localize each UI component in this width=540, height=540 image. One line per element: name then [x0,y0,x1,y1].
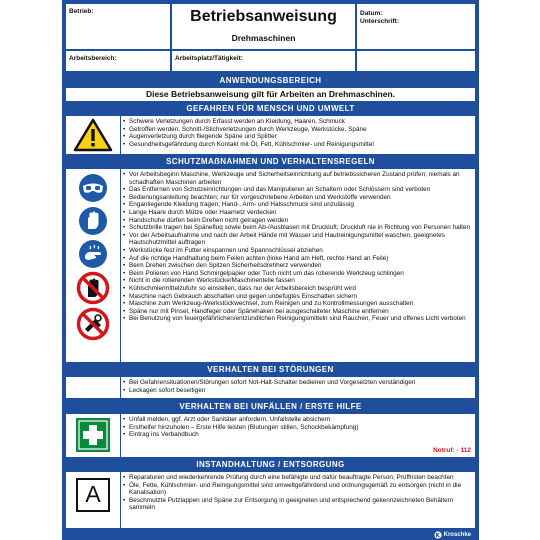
stoerungen-icon-column [66,377,120,398]
brand-logo [434,530,471,539]
list-item: • Bei Gefahrensituationen/Störungen sofort Not-Halt-Schalter bedienen und Vorgesetzten verständigen [123,379,473,387]
unterschrift-label: Unterschrift: [360,18,400,25]
list-item: • Öle, Fette, Kühlschmier- und Reinigungsmittel sind umweltgefährdend und ordnungsgemäß zu entsorgen (nicht in die Kanalisation) [123,482,473,497]
divider [120,169,121,362]
anwendung-text: Diese Betriebsanweisung gilt für Arbeiten an Drehmaschinen. [145,89,396,99]
list-item: • Kühlschmiermittelzufuhr so einstellen, dass nur der Arbeitsbereich besprüht wird [123,285,473,293]
instandhaltung-icon-column [66,472,120,528]
list-item: • Ersthelfer hinzuholen – Erste Hilfe leisten (Blutungen stillen, Schockbekämpfung) [123,424,473,432]
schutz-icon-column [66,169,120,362]
safety-goggles-icon [78,173,108,203]
list-item: • Lange Haare durch Mütze oder Haarnetz verdecken [123,209,473,217]
list-item: • Schwere Verletzungen durch Erfasst werden an Kleidung, Haaren, Schmuck [123,118,473,126]
list-item: • Späne nur mit Pinsel, Handfeger oder Spänehaken bei ausgeschalteter Maschine entfernen [123,308,473,316]
list-item: • Leckagen sofort beseitigen [123,387,473,395]
list-item: • Bei Benutzung von feuergefährlichen/entzündlichen Reinigungsmitteln sind Rauchen, Feuer und offenes Licht verboten [123,315,473,323]
unfaelle-icon-column [66,414,120,457]
waste-sign-a-icon [76,478,110,512]
list-item: • Schutzbrille tragen bei Spänefluq sowie beim Ab-/Ausblasen mit Druckluft; Druckluft nie in Richtung von Personen halten [123,224,473,232]
list-item: • Handschuhe dürfen beim Drehen nicht getragen werden [123,217,473,225]
anwendung-box [66,88,475,101]
instandhaltung-list [123,474,473,527]
list-item: • Augenverletzung durch fliegende Späne und Splitter [123,133,473,141]
list-item: • Reparaturen und wiederkehrende Prüfung durch eine befähigte und dafür beauftragte Person; Prüffristen beachten [123,474,473,482]
brand-name: Kroschke [443,531,471,538]
gefahren-icon-column [66,116,120,154]
notruf-label: Notruf: - 112 [433,447,471,454]
hand-protection-icon [78,206,108,236]
list-item: • Vor der Arbeitsaufnahme und nach der Arbeit Hände mit Wasser und Hautreinigungsmittel waschen, geeignetes Hautschutzmittel auftragen [123,232,473,247]
first-aid-cross-icon [76,418,110,452]
list-item: • Bedienungsanleitung beachten; nur für vorgeschriebene Arbeiten und Werkstoffe verwenden [123,194,473,202]
list-item: • Eintrag ins Verbandbuch [123,431,473,439]
divider [120,472,121,528]
section-title-schutz: SCHUTZMAẞNAHMEN UND VERHALTENSREGELN [66,156,475,167]
no-gloves-icon [76,271,110,305]
header-title-cell [172,4,355,49]
sign-letter: A [85,481,101,507]
section-title-gefahren: GEFAHREN FÜR MENSCH UND UMWELT [66,103,475,114]
header-arbeitsbereich-cell [66,51,170,71]
list-item: • Beim Polieren von Hand Schmirgelpapier oder Tuch nicht um das rotierende Werkzeug schlingen [123,270,473,278]
list-item: • Maschine nach Gebrauch abschalten und gegen unbefugtes Einschalten sichern [123,293,473,301]
schutz-box [66,169,475,362]
section-title-stoerungen: VERHALTEN BEI STÖRUNGEN [66,364,475,375]
list-item: • Beschmutzte Putzlappen und Späne zur Entsorgung in geeigneten und entsprechend gekennzeichneten Behältern sammeln [123,497,473,512]
operating-instructions-sheet [62,0,479,540]
divider [120,414,121,457]
list-item: • Enganliegende Kleidung tragen; Hand-, Arm- und Halsschmuck sind unzulässig [123,201,473,209]
list-item: • Nicht in die rotierenden Werkstücke/Maschinenteile fassen [123,277,473,285]
header-empty-cell [357,51,475,71]
arbeitsplatz-label: Arbeitsplatz/Tätigkeit: [175,55,243,62]
list-item: • Maschine zum Werkzeug-/Werkstückwechsel, zum Reinigen und zu Kontrollmessungen ausschalten [123,300,473,308]
no-reaching-in-icon [76,307,110,341]
arbeitsbereich-label: Arbeitsbereich: [69,55,117,62]
header-datum-cell [357,4,475,49]
list-item: • Gesundheitsgefährdung durch Kontakt mit Öl, Fett, Kühlschmier- und Reinigungsmittel [123,141,473,149]
gefahren-box [66,116,475,154]
gefahren-list [123,118,473,153]
betrieb-label: Betrieb: [69,8,94,15]
header-arbeitsplatz-cell [172,51,355,71]
brand-mark-icon [434,531,442,539]
list-item: • Werkstücke fest im Futter einspannen und Spannschlüssel abziehen [123,247,473,255]
list-item: • Das Entfernen von Schutzeinrichtungen und das Manipulieren an Schaltern oder Schlössern sind verboten [123,186,473,194]
section-title-unfaelle: VERHALTEN BEI UNFÄLLEN / ERSTE HILFE [66,401,475,412]
divider [120,116,121,154]
section-title-instandhaltung: INSTANDHALTUNG / ENTSORGUNG [66,459,475,470]
general-warning-icon [73,118,113,152]
page-title: Betriebsanweisung [190,8,337,25]
page-subtitle: Drehmaschinen [231,33,296,43]
list-item: • Auf die richtige Handhaltung beim Feilen achten (linke Hand am Heft, rechte Hand an Feile) [123,255,473,263]
unfaelle-box [66,414,475,457]
stoerungen-box [66,377,475,398]
hand-washing-icon [78,239,108,269]
list-item: • Getroffen werden, Schnitt-/Stichverletzungen durch Werkzeuge, Werkstücke, Späne [123,126,473,134]
header-betrieb-cell [66,4,170,49]
divider [120,377,121,398]
instandhaltung-box [66,472,475,528]
list-item: • Beim Drehen zwischen den Spitzen Sicherheitsdrehherz verwenden [123,262,473,270]
list-item: • Unfall melden, ggf. Arzt oder Sanitäter anfordern, Unfallstelle absichern [123,416,473,424]
stoerungen-list [123,379,473,397]
list-item: • Vor Arbeitsbeginn Maschine, Werkzeuge und Sicherheitseinrichtung auf betriebssicheren Zustand prüfen; niemals an schadhaften Maschinen arbeiten [123,171,473,186]
datum-label: Datum: [360,10,383,17]
section-title-anwendung: ANWENDUNGSBEREICH [66,75,475,86]
unfaelle-list [123,416,473,456]
schutz-list [123,171,473,361]
